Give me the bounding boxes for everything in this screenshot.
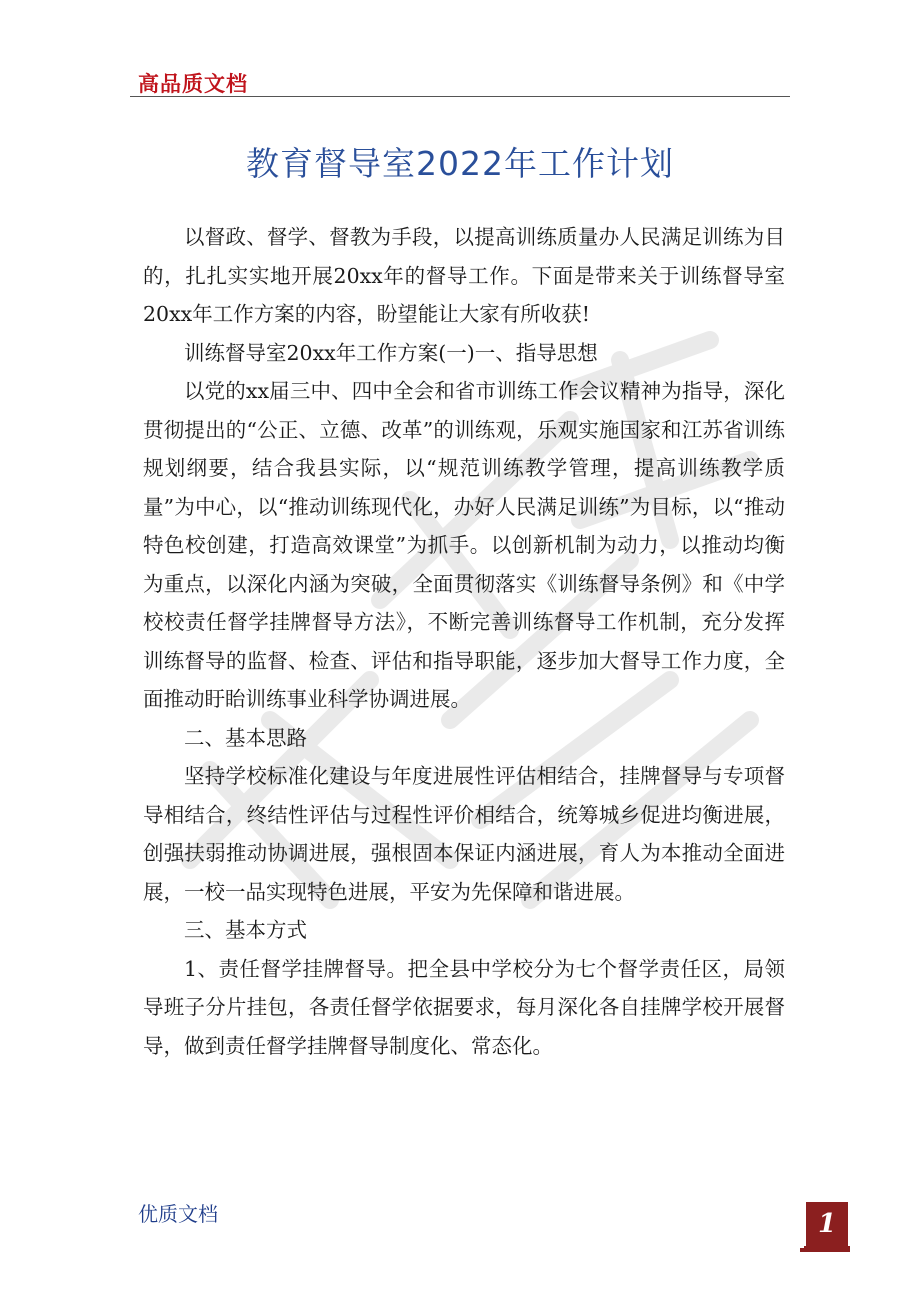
guiding-ideology-paragraph: 以党的xx届三中、四中全会和省市训练工作会议精神为指导，深化贯彻提出的“公正、立德、改革”的训练观，乐观实施国家和江苏省训练规划纲要，结合我县实际，以“规范训练教学管理，提高训练教学质量”为中心，以“推动训练现代化，办好人民满足训练”为目标，以“推动特色校创建，打造高效课堂”为抓手。以创新机制为动力，以推动均衡为重点，以深化内涵为突破，全面贯彻落实《训练督导条例》和《中学校校责任督学挂牌督导方法》，不断完善训练督导工作机制，充分发挥训练督导的监督、检查、评估和指导职能，逐步加大督导工作力度，全面推动盱眙训练事业科学协调进展。 [143,379,785,711]
section-heading-basic-methods: 三、基本方式 [184,918,307,942]
method-one-paragraph: 1、责任督学挂牌督导。把全县中学校分为七个督学责任区，局领导班子分片挂包，各责任督学依据要求，每月深化各自挂牌学校开展督导，做到责任督学挂牌督导制度化、常态化。 [143,956,785,1058]
basic-approach-paragraph: 坚持学校标准化建设与年度进展性评估相结合，挂牌督导与专项督导相结合，终结性评估与过程性评价相结合，统筹城乡促进均衡进展，创强扶弱推动协调进展，强根固本保证内涵进展，育人为本推动全面进展，一校一品实现特色进展，平安为先保障和谐进展。 [143,764,785,904]
document-title: 教育督导室2022年工作计划 [246,144,674,183]
document-body [143,218,785,1065]
section-heading-basic-approach: 二、基本思路 [184,725,307,750]
page-number-badge [806,1202,848,1246]
intro-paragraph: 以督政、督学、督教为手段，以提高训练质量办人民满足训练为目的，扎扎实实地开展20xx年的督导工作。下面是带来关于训练督导室20xx年工作方案的内容，盼望能让大家有所收获! [143,225,785,326]
page-number: 1 [817,1209,837,1239]
page-number-underline [800,1248,850,1252]
header-brand: 高品质文档 [138,72,248,96]
footer-brand: 优质文档 [138,1202,218,1226]
section-heading-plan-one: 训练督导室20xx年工作方案(一)一、指导思想 [184,340,598,365]
header-divider [130,96,790,97]
